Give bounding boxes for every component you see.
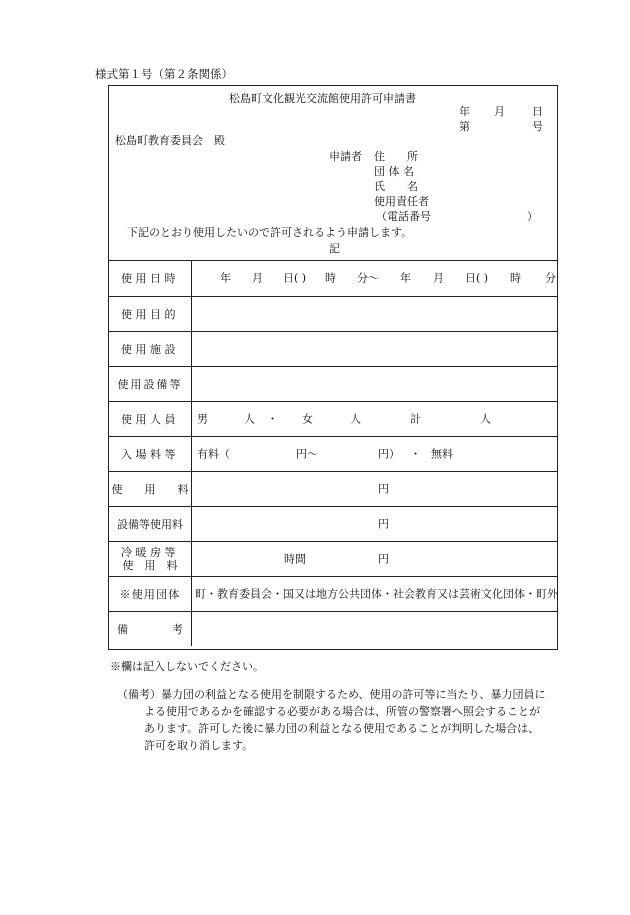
responsible-person-field[interactable]: 使用責任者 bbox=[374, 195, 429, 208]
label-facility: 使用施設 bbox=[121, 342, 179, 356]
label-remarks: 備 考 bbox=[117, 622, 183, 636]
value-remarks[interactable] bbox=[192, 611, 559, 646]
footnote: ※欄は記入しないでください。 bbox=[110, 660, 264, 673]
applicant-label: 申請者 bbox=[329, 150, 362, 163]
row-remarks bbox=[109, 611, 558, 646]
value-persons[interactable]: 男 人 ・ 女 人 計 人 bbox=[192, 401, 559, 436]
person-name-field[interactable]: 氏 名 bbox=[374, 180, 418, 193]
label-equipment: 使用設備等 bbox=[117, 377, 183, 391]
row-fee bbox=[109, 471, 558, 506]
row-facility bbox=[109, 331, 558, 366]
label-persons: 使用人員 bbox=[121, 412, 179, 426]
row-datetime bbox=[109, 260, 558, 296]
row-purpose bbox=[109, 296, 558, 331]
notes-line-2: よる使用であるかを確認する必要がある場合は、所管の警察署へ照会することが bbox=[144, 705, 540, 718]
application-table bbox=[109, 260, 558, 646]
row-equipment-fee bbox=[109, 506, 558, 541]
doc-number-suffix: 号 bbox=[532, 120, 543, 133]
label-equipment-fee: 設備等使用料 bbox=[117, 517, 183, 531]
phone-field-open[interactable]: （電話番号 bbox=[376, 210, 431, 223]
date-day[interactable]: 日 bbox=[532, 105, 543, 118]
value-facility[interactable] bbox=[192, 331, 559, 366]
label-user-group: ※使用団体 bbox=[119, 587, 181, 601]
label-datetime: 使用日時 bbox=[121, 271, 179, 285]
addressee: 松島町教育委員会 殿 bbox=[115, 134, 225, 147]
label-fee: 使 用 料 bbox=[111, 482, 189, 496]
label-purpose: 使用目的 bbox=[121, 307, 179, 321]
phone-field-close: ） bbox=[527, 210, 538, 223]
row-user-group bbox=[109, 576, 558, 611]
row-aircon-fee bbox=[109, 541, 558, 576]
row-persons bbox=[109, 401, 558, 436]
value-equipment[interactable] bbox=[192, 366, 559, 401]
date-month[interactable]: 月 bbox=[494, 105, 505, 118]
value-datetime[interactable]: 年 月 日( ) 時 分〜 年 月 日( ) 時 分 bbox=[192, 260, 559, 296]
doc-number-prefix[interactable]: 第 bbox=[459, 120, 470, 133]
value-fee[interactable]: 円 bbox=[192, 471, 559, 506]
notes-line-1: （備考）暴力団の利益となる使用を制限するため、使用の許可等に当たり、暴力団員に bbox=[117, 688, 546, 701]
form-header bbox=[109, 86, 557, 261]
date-year[interactable]: 年 bbox=[459, 105, 470, 118]
form-title: 松島町文化観光交流館使用許可申請書 bbox=[229, 92, 416, 105]
ki-mark: 記 bbox=[329, 242, 340, 255]
label-aircon-line1: 冷暖房等 bbox=[121, 545, 179, 559]
user-group-options: 町・教育委員会・国又は地方公共団体・社会教育又は芸術文化団体・町外 bbox=[195, 587, 558, 600]
label-admission: 入場料等 bbox=[121, 447, 179, 461]
label-aircon-line2: 使 用 料 bbox=[122, 558, 178, 572]
row-equipment bbox=[109, 366, 558, 401]
notes-line-4: 許可を取り消します。 bbox=[144, 739, 254, 752]
application-form bbox=[108, 85, 558, 650]
remarks-notes bbox=[117, 686, 587, 754]
value-aircon-fee[interactable]: 時間 円 bbox=[192, 541, 559, 576]
form-number: 様式第１号（第２条関係） bbox=[95, 67, 233, 81]
request-statement: 下記のとおり使用したいので許可されるよう申請します。 bbox=[127, 226, 413, 239]
value-admission[interactable]: 有料（ 円〜 円） ・ 無料 bbox=[192, 436, 559, 471]
value-equipment-fee[interactable]: 円 bbox=[192, 506, 559, 541]
address-field[interactable]: 住 所 bbox=[374, 150, 418, 163]
value-purpose[interactable] bbox=[192, 296, 559, 331]
row-admission bbox=[109, 436, 558, 471]
notes-line-3: あります。許可した後に暴力団の利益となる使用であることが判明した場合は、 bbox=[144, 722, 540, 735]
value-user-group[interactable] bbox=[192, 576, 559, 611]
group-name-field[interactable]: 団 体 名 bbox=[374, 165, 414, 178]
